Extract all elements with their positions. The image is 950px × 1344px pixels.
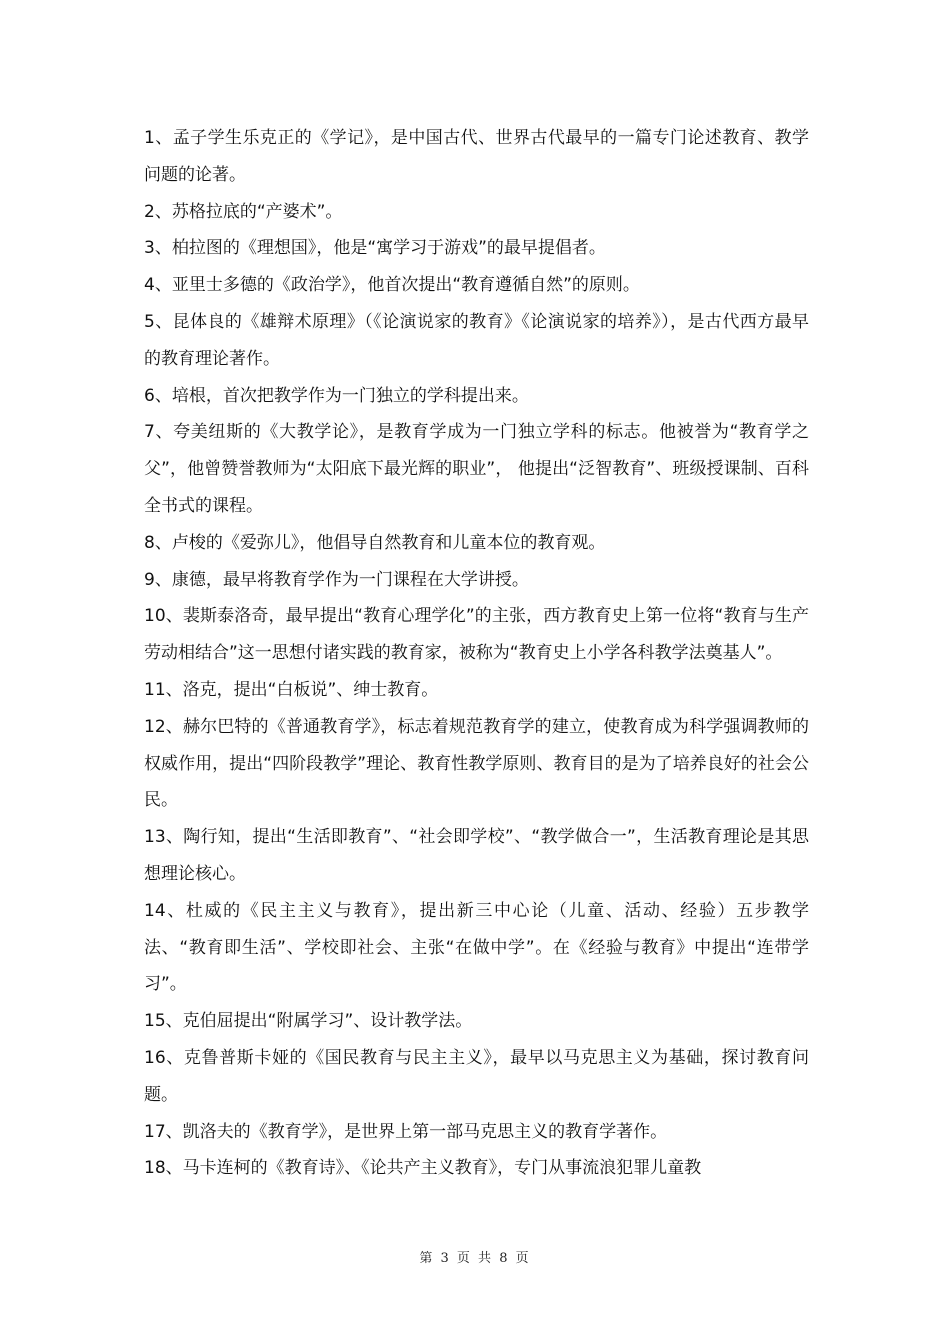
paragraph-4: 4、亚里士多德的《政治学》，他首次提出“教育遵循自然”的原则。 [144, 275, 640, 296]
paragraph-8: 8、卢梭的《爱弥儿》，他倡导自然教育和儿童本位的教育观。 [144, 532, 606, 553]
paragraph-6: 6、培根，首次把教学作为一门独立的学科提出来。 [144, 385, 529, 406]
paragraph-14: 14、杜威的《民主主义与教育》，提出新三中心论（儿童、活动、经验）五步教学法、“教育即生活”、学校即社会、主张“在做中学”。在《经验与教育》中提出“连带学习”。 [144, 900, 809, 995]
document-body [144, 120, 809, 1187]
paragraph-2: 2、苏格拉底的“产婆术”。 [144, 201, 343, 222]
paragraph-13: 13、陶行知，提出“生活即教育”、“社会即学校”、“教学做合一”，生活教育理论是其思想理论核心。 [144, 827, 809, 884]
paragraph-1: 1、孟子学生乐克正的《学记》，是中国古代、世界古代最早的一篇专门论述教育、教学问题的论著。 [144, 128, 809, 185]
paragraph-18: 18、马卡连柯的《教育诗》、《论共产主义教育》，专门从事流浪犯罪儿童教 [144, 1158, 702, 1179]
paragraph-17: 17、凯洛夫的《教育学》，是世界上第一部马克思主义的教育学著作。 [144, 1121, 668, 1142]
paragraph-9: 9、康德，最早将教育学作为一门课程在大学讲授。 [144, 569, 529, 590]
page-number-footer: 第 3 页 共 8 页 [419, 1251, 531, 1266]
paragraph-12: 12、赫尔巴特的《普通教育学》，标志着规范教育学的建立，使教育成为科学强调教师的权威作用，提出“四阶段教学”理论、教育性教学原则、教育目的是为了培养良好的社会公民。 [144, 716, 809, 811]
paragraph-11: 11、洛克，提出“白板说”、绅士教育。 [144, 679, 439, 700]
paragraph-15: 15、克伯屈提出“附属学习”、设计教学法。 [144, 1011, 473, 1032]
paragraph-7: 7、夸美纽斯的《大教学论》，是教育学成为一门独立学科的标志。他被誉为“教育学之父”，他曾赞誉教师为“太阳底下最光辉的职业”， 他提出“泛智教育”、班级授课制、百科全书式的课程。 [144, 422, 809, 516]
paragraph-5: 5、昆体良的《雄辩术原理》（《论演说家的教育》《论演说家的培养》），是古代西方最早的教育理论著作。 [144, 311, 809, 369]
paragraph-3: 3、柏拉图的《理想国》，他是“寓学习于游戏”的最早提倡者。 [144, 238, 606, 259]
paragraph-16: 16、克鲁普斯卡娅的《国民教育与民主主义》，最早以马克思主义为基础，探讨教育问题。 [144, 1047, 809, 1105]
paragraph-10: 10、裴斯泰洛奇，最早提出“教育心理学化”的主张，西方教育史上第一位将“教育与生产劳动相结合”这一思想付诸实践的教育家，被称为“教育史上小学各科教学法奠基人”。 [144, 606, 809, 664]
